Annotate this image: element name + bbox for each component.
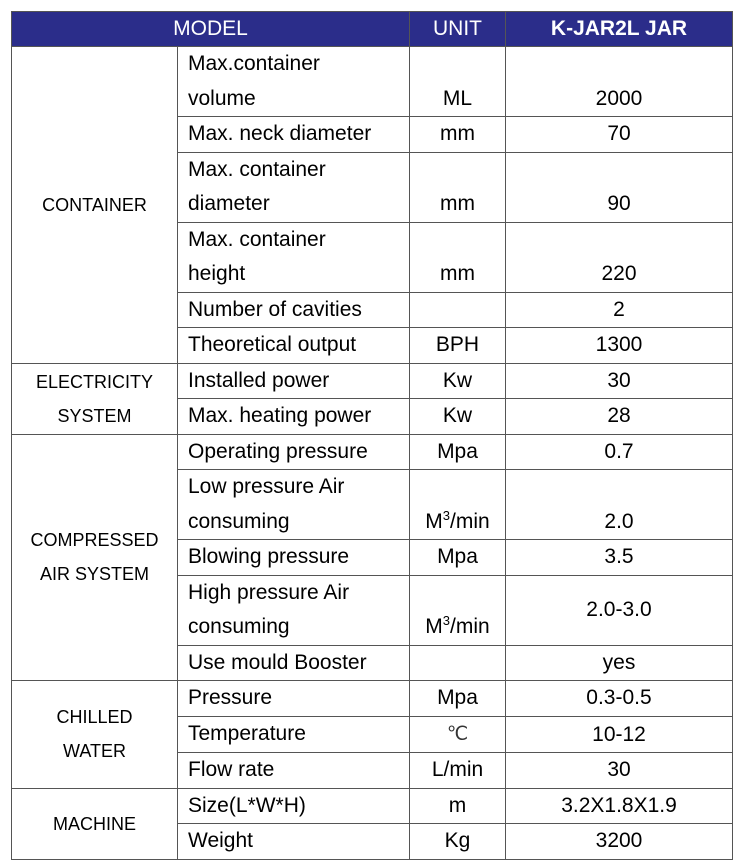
- unit-cell: [410, 716, 506, 753]
- item-cell: Operating pressure: [178, 434, 410, 470]
- unit-cell: Mpa: [410, 681, 506, 717]
- unit-cell: [410, 292, 506, 328]
- celsius-icon: ℃: [446, 723, 469, 745]
- unit-cell: [410, 645, 506, 681]
- unit-cell: Kw: [410, 399, 506, 435]
- item-cell: Low pressure Air consuming: [178, 470, 410, 540]
- value-cell: 30: [506, 363, 733, 399]
- value-cell: 30: [506, 753, 733, 789]
- unit-cell: m: [410, 788, 506, 824]
- table-row: [12, 681, 733, 717]
- item-cell: Blowing pressure: [178, 540, 410, 576]
- value-cell: 220: [506, 222, 733, 292]
- group-electricity: ELECTRICITY SYSTEM: [12, 363, 178, 434]
- header-model: MODEL: [12, 12, 410, 47]
- unit-cell: L/min: [410, 753, 506, 789]
- value-cell: 1300: [506, 328, 733, 364]
- item-cell: High pressure Air consuming: [178, 575, 410, 645]
- item-cell: Installed power: [178, 363, 410, 399]
- table-row: [12, 363, 733, 399]
- value-cell: 2.0: [506, 470, 733, 540]
- item-cell: Pressure: [178, 681, 410, 717]
- value-cell: 3200: [506, 824, 733, 860]
- unit-cell: Kw: [410, 363, 506, 399]
- value-cell: 90: [506, 152, 733, 222]
- value-cell: 2.0-3.0: [506, 575, 733, 645]
- item-cell: Weight: [178, 824, 410, 860]
- header-row: [12, 12, 733, 47]
- unit-cell: $M^3/\min$: [410, 470, 506, 540]
- item-cell: Use mould Booster: [178, 645, 410, 681]
- value-cell: 2: [506, 292, 733, 328]
- item-cell: Flow rate: [178, 753, 410, 789]
- group-container: CONTAINER: [12, 47, 178, 364]
- spec-table: [11, 11, 733, 860]
- item-cell: Theoretical output: [178, 328, 410, 364]
- item-cell: Temperature: [178, 716, 410, 753]
- unit-cell: mm: [410, 117, 506, 153]
- value-cell: 10-12: [506, 716, 733, 753]
- value-cell: yes: [506, 645, 733, 681]
- value-cell: 0.7: [506, 434, 733, 470]
- unit-cell: mm: [410, 222, 506, 292]
- item-cell: Max. container height: [178, 222, 410, 292]
- header-unit: UNIT: [410, 12, 506, 47]
- table-row: [12, 434, 733, 470]
- item-cell: Max. neck diameter: [178, 117, 410, 153]
- group-machine: MACHINE: [12, 788, 178, 859]
- item-cell: Max. heating power: [178, 399, 410, 435]
- value-cell: 3.5: [506, 540, 733, 576]
- value-cell: 3.2X1.8X1.9: [506, 788, 733, 824]
- unit-cell: Kg: [410, 824, 506, 860]
- value-cell: 28: [506, 399, 733, 435]
- unit-cell: Mpa: [410, 540, 506, 576]
- group-water: CHILLED WATER: [12, 681, 178, 789]
- table-row: [12, 788, 733, 824]
- item-cell: Max.container volume: [178, 47, 410, 117]
- value-cell: 2000: [506, 47, 733, 117]
- item-cell: Size(L*W*H): [178, 788, 410, 824]
- value-cell: 70: [506, 117, 733, 153]
- header-model-name: K-JAR2L JAR: [506, 12, 733, 47]
- value-cell: 0.3-0.5: [506, 681, 733, 717]
- group-air: COMPRESSED AIR SYSTEM: [12, 434, 178, 681]
- unit-cell: Mpa: [410, 434, 506, 470]
- item-cell: Max. container diameter: [178, 152, 410, 222]
- unit-cell: mm: [410, 152, 506, 222]
- unit-cell: ML: [410, 47, 506, 117]
- unit-cell: BPH: [410, 328, 506, 364]
- unit-cell: $M^3/\min$: [410, 575, 506, 645]
- item-cell: Number of cavities: [178, 292, 410, 328]
